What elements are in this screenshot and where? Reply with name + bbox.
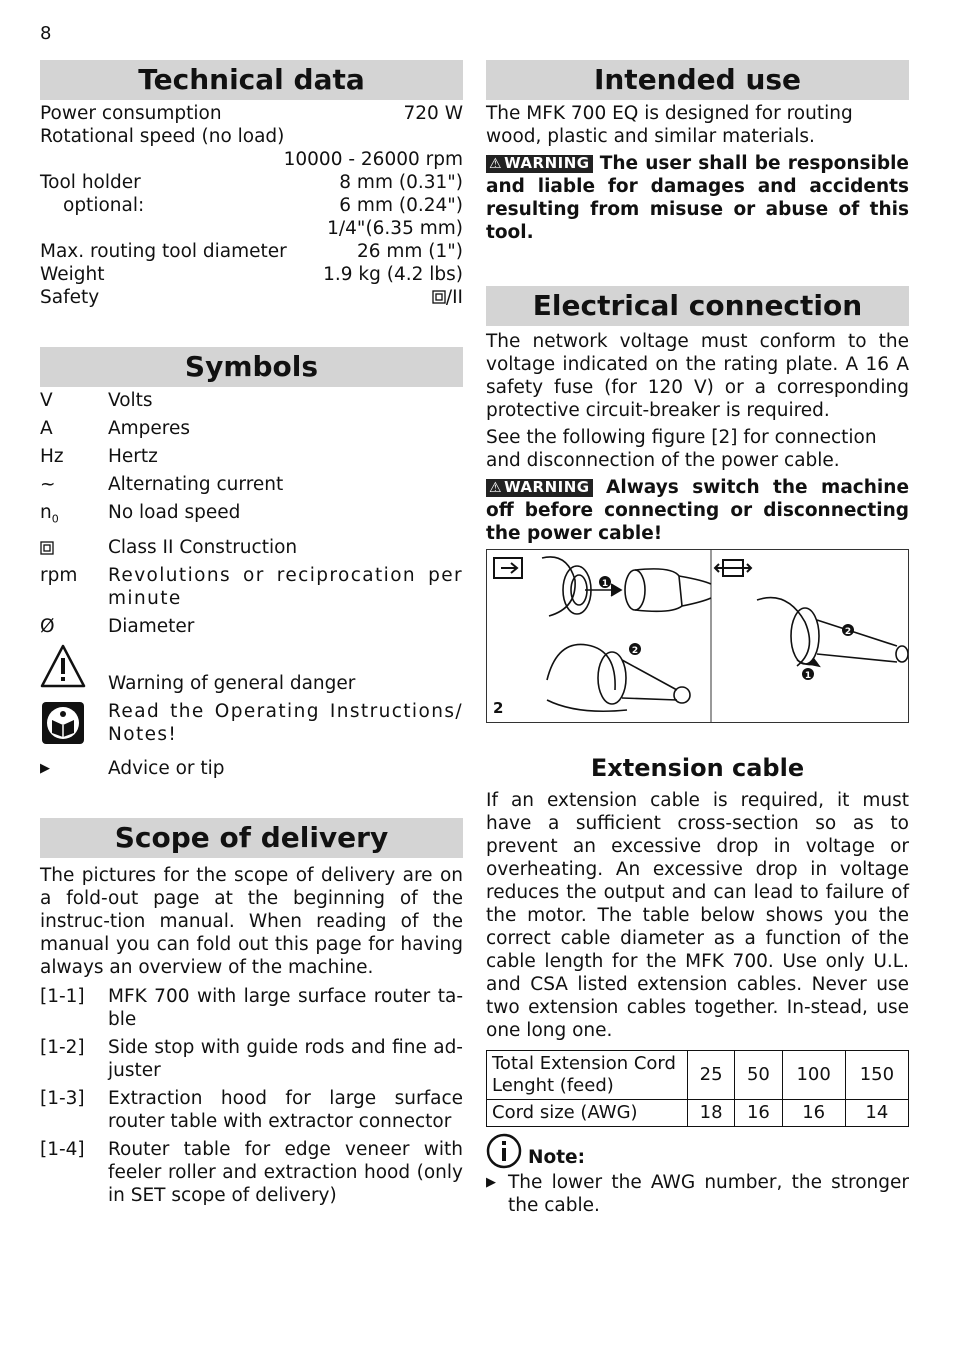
scope-item: [1-1] MFK 700 with large surface router ta-ble [40, 985, 463, 1030]
read-manual-icon [40, 700, 86, 746]
note-item [486, 1171, 909, 1217]
table-cell: 14 [845, 1100, 908, 1127]
weight-label: Weight [40, 264, 105, 285]
table-cell: 18 [688, 1100, 735, 1127]
symbols-heading: Symbols [40, 347, 463, 387]
left-column [40, 60, 463, 1212]
callout-2: 2 [631, 646, 639, 656]
intended-use-warning: ⚠ WARNING The user shall be responsible and liable for damages and accidents resulting from misuse or abuse of this tool. [486, 153, 909, 243]
symbol-diameter: Ø Diameter [40, 615, 195, 637]
safety-label: Safety [40, 287, 100, 308]
electrical-heading: Electrical connection [486, 286, 909, 326]
symbol-rpm: rpm Revolutions or reciprocation per minute [40, 564, 463, 609]
warning-icon: ⚠ [489, 480, 503, 496]
extension-cable-table [486, 1050, 909, 1127]
warning-triangle-icon [40, 643, 86, 689]
symbols-list [40, 389, 463, 780]
right-column [486, 60, 909, 1217]
tip-arrow-icon: ▶ [40, 760, 50, 776]
table-cell: 50 [735, 1051, 782, 1100]
tip-arrow-icon: ▶ [486, 1175, 496, 1190]
figure-number: 2 [493, 699, 504, 717]
electrical-text-1: The network voltage must conform to the voltage indicated on the rating plate. A 16 A safety fuse (for 120 V) or a corresponding protective circuit-breaker is required. [486, 331, 909, 421]
class-ii-icon [40, 541, 54, 555]
plug-drawing [542, 557, 711, 616]
symbol-volts: V Volts [40, 390, 153, 411]
table-row [487, 1051, 909, 1100]
electrical-warning: ⚠ WARNING Always switch the machine off before connecting or disconnecting the power cable! [486, 477, 909, 544]
callout-1: 1 [601, 579, 609, 589]
warning-badge: ⚠ WARNING [486, 155, 593, 173]
extension-heading: Extension cable [590, 754, 805, 782]
table-cell: 16 [782, 1100, 845, 1127]
symbol-class-ii: Class II Construction [40, 536, 463, 559]
holder-value: 8 mm (0.31") [339, 172, 463, 193]
callout-1: 1 [804, 671, 812, 681]
scope-item: [1-2] Side stop with guide rods and fine ad-juster [40, 1036, 463, 1081]
symbol-tip: ▶ Advice or tip [40, 757, 225, 779]
table-cell: 25 [688, 1051, 735, 1100]
warning-icon: ⚠ [489, 156, 503, 172]
callout-2: 2 [844, 627, 852, 637]
scope-item: [1-3] Extraction hood for large surface router table with extractor connector [40, 1087, 463, 1132]
scope-heading: Scope of delivery [40, 818, 463, 858]
scope-list [40, 985, 463, 1207]
note-label: Note: [528, 1147, 585, 1168]
page-number: 8 [40, 23, 52, 44]
warning-badge: ⚠ WARNING [486, 479, 593, 497]
table-cell: 16 [735, 1100, 782, 1127]
table-cell: Total Extension Cord Lenght (feed) [487, 1051, 688, 1100]
power-value: 720 W [403, 103, 463, 124]
symbol-manual: Read the Operating Instructions/ Notes! [40, 700, 463, 752]
disconnect-drawing [757, 598, 908, 666]
scope-item: [1-4] Router table for edge veneer with feeler roller and extraction hood (only in SET scope of delivery) [40, 1138, 463, 1206]
symbol-alternating-current: ~ Alternating current [40, 474, 284, 495]
optional-label: optional: [63, 195, 145, 216]
figure-2 [486, 549, 909, 723]
table-cell: 150 [845, 1051, 908, 1100]
extension-text: If an extension cable is required, it must have a sufficient cross-section so as to prevent an excessive drop in voltage or overheating. An excessive drop in voltage reduces the output and can lead to failure of the motor. The table below shows you the correct cable diameter as a function of the cable length for the MFK 700. Use only U.L. and CSA listed extension cables. Never use two extension cables together. In-stead, use one long one. [486, 790, 909, 1041]
symbol-amperes: A Amperes [40, 418, 191, 439]
symbol-no-load-speed: $n_0$ No load speed [40, 502, 241, 526]
table-cell: Cord size (AWG) [487, 1100, 688, 1127]
cable-connection-illustration [487, 550, 908, 722]
scope-intro: The pictures for the scope of delivery are on a fold-out page at the beginning of the instruc-tion manual. When reading of the manual you can fold out this page for having always an overview of the machine. [40, 864, 463, 978]
note-block [486, 1133, 909, 1169]
optional-value-2: 1/4"(6.35 mm) [327, 218, 463, 239]
weight-value: 1.9 kg (4.2 lbs) [323, 264, 463, 285]
electrical-text-2: See the following figure [2] for connection and disconnection of the power cable. [486, 427, 877, 471]
info-icon [486, 1133, 522, 1169]
class-ii-icon [432, 290, 446, 304]
speed-value: 10000 - 26000 rpm [283, 149, 463, 170]
technical-data-table [40, 102, 463, 309]
speed-label: Rotational speed (no load) [40, 126, 285, 147]
intended-use-text: The MFK 700 EQ is designed for routing wood, plastic and similar materials. [486, 103, 853, 147]
symbol-warning: Warning of general danger [40, 643, 463, 695]
note-text: The lower the AWG number, the stronger the cable. [508, 1172, 909, 1216]
power-label: Power consumption [40, 103, 222, 124]
diameter-label: Max. routing tool diameter [40, 241, 287, 262]
safety-value: /II [432, 286, 463, 309]
diameter-value: 26 mm (1") [356, 241, 463, 262]
table-row [487, 1100, 909, 1127]
holder-label: Tool holder [40, 172, 141, 193]
technical-data-heading: Technical data [40, 60, 463, 100]
connect-icon [494, 558, 522, 578]
symbol-hertz: Hz Hertz [40, 446, 158, 467]
optional-value-1: 6 mm (0.24") [339, 195, 463, 216]
disconnect-icon [715, 560, 751, 576]
table-cell: 100 [782, 1051, 845, 1100]
socket-drawing [547, 644, 690, 711]
intended-use-heading: Intended use [486, 60, 909, 100]
